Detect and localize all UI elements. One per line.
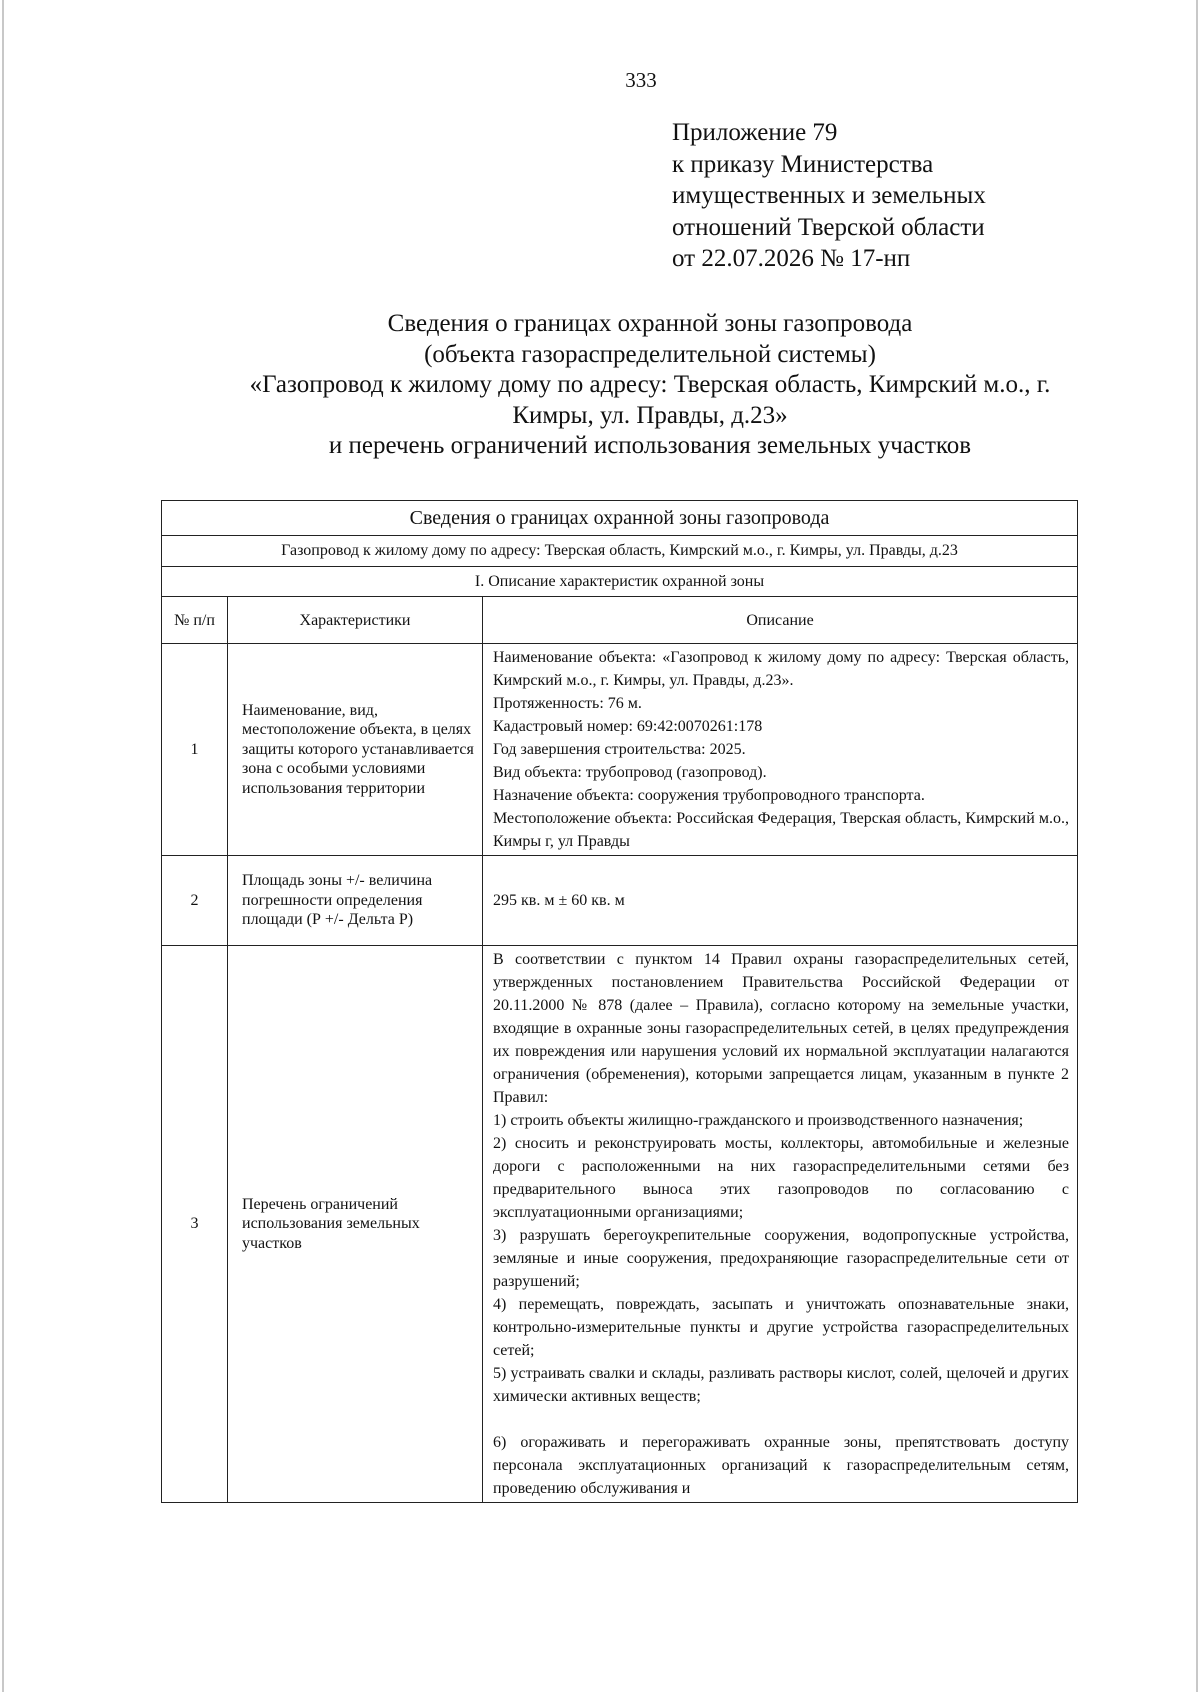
table-row	[162, 644, 1078, 856]
description-paragraph: 6) огораживать и перегораживать охранные зоны, препятствовать доступу персонала эксплуатационных организаций к газораспределительным сетям, проведению обслуживания и	[493, 1434, 1070, 1497]
appendix-line: Приложение 79	[672, 119, 838, 146]
appendix-line: отношений Тверской области	[672, 213, 985, 241]
description-line: Назначение объекта: сооружения трубопроводного транспорта.	[493, 787, 925, 804]
description-line: Вид объекта: трубопровод (газопровод).	[493, 764, 767, 781]
zone-table	[161, 500, 1078, 1503]
table-object-name: Газопровод к жилому дому по адресу: Тверская область, Кимрский м.о., г. Кимры, ул. Правды, д.23	[162, 536, 1078, 567]
description-paragraph: 5) устраивать свалки и склады, разливать растворы кислот, солей, щелочей и других химически активных веществ;	[493, 1365, 1070, 1405]
description-paragraph: 3) разрушать берегоукрепительные сооружения, водопропускные устройства, земляные и иные сооружения, предохраняющие газораспределительные сети от разрушений;	[493, 1227, 1070, 1290]
row-description	[483, 946, 1078, 1503]
column-header-description: Описание	[483, 597, 1078, 644]
row-description	[483, 856, 1078, 946]
row-number: 2	[162, 856, 228, 946]
title-line: «Газопровод к жилому дому по адресу: Тверская область, Кимрский м.о., г.	[249, 371, 1051, 398]
title-line: Сведения о границах охранной зоны газопровода	[387, 310, 913, 337]
paragraph-gap	[493, 1408, 1069, 1431]
appendix-line: имущественных и земельных	[672, 182, 986, 209]
table-section-title: I. Описание характеристик охранной зоны	[162, 567, 1078, 597]
table-header: Сведения о границах охранной зоны газопровода	[162, 501, 1078, 536]
table-header-row	[162, 501, 1078, 536]
column-header-characteristic: Характеристики	[228, 597, 483, 644]
description-paragraph: 1) строить объекты жилищно-гражданского и производственного назначения;	[493, 1112, 1024, 1129]
column-header-num: № п/п	[162, 597, 228, 644]
description-paragraph: 2) сносить и реконструировать мосты, коллекторы, автомобильные и железные дороги с расположенными на них газораспределительными сетями без предварительного выноса этих газопроводов по согласованию с эксплуатационными организациями;	[493, 1135, 1070, 1221]
page-edge-right	[1196, 0, 1198, 1692]
description-line: Кадастровый номер: 69:42:0070261:178	[493, 718, 763, 735]
description-paragraph: 4) перемещать, повреждать, засыпать и уничтожать опознавательные знаки, контрольно-измерительные пункты и другие устройства газораспределительных сетей;	[493, 1296, 1070, 1359]
description-paragraph: В соответствии с пунктом 14 Правил охраны газораспределительных сетей, утвержденных постановлением Правительства Российской Федерации от 20.11.2000 № 878 (далее – Правила), согласно которому на земельные участки, входящие в охранные зоны газораспределительных сетей, в целях предупреждения их повреждения или нарушения условий их нормальной эксплуатации налагаются ограничения (обременения), которыми запрещается лицам, указанным в пункте 2 Правил:	[493, 951, 1070, 1106]
row-characteristic: Наименование, вид, местоположение объекта, в целях защиты которого устанавливается зона с особыми условиями использования территории	[228, 644, 483, 856]
description-line: Протяженность: 76 м.	[493, 695, 642, 712]
appendix-line: к приказу Министерства	[672, 150, 934, 178]
table-object-row	[162, 536, 1078, 567]
title-line: (объекта газораспределительной системы)	[424, 340, 876, 368]
description-line: Местоположение объекта: Российская Федерация, Тверская область, Кимрский м.о., Кимры г, ул Правды	[493, 810, 1070, 850]
page-number: 333	[625, 68, 657, 92]
title-line: Кимры, ул. Правды, д.23»	[512, 401, 788, 429]
table-column-header-row	[162, 597, 1078, 644]
appendix-line: от 22.07.2026 № 17-нп	[672, 245, 911, 272]
document-title	[150, 309, 1150, 462]
description-line: Год завершения строительства: 2025.	[493, 741, 746, 758]
description-line: Наименование объекта: «Газопровод к жилому дому по адресу: Тверская область, Кимрский м.о., г. Кимры, ул. Правды, д.23».	[493, 649, 1070, 689]
table-row	[162, 946, 1078, 1503]
title-line: и перечень ограничений использования земельных участков	[328, 432, 972, 459]
description-line: 295 кв. м ± 60 кв. м	[493, 892, 625, 909]
table-row	[162, 856, 1078, 946]
row-number: 3	[162, 946, 228, 1503]
row-characteristic: Площадь зоны +/- величина погрешности определения площади (Р +/- Дельта Р)	[228, 856, 483, 946]
row-description	[483, 644, 1078, 856]
row-characteristic: Перечень ограничений использования земельных участков	[228, 946, 483, 1503]
row-number: 1	[162, 644, 228, 856]
appendix-block	[672, 117, 986, 275]
page-edge-left	[2, 0, 4, 1692]
table-section-row	[162, 567, 1078, 597]
